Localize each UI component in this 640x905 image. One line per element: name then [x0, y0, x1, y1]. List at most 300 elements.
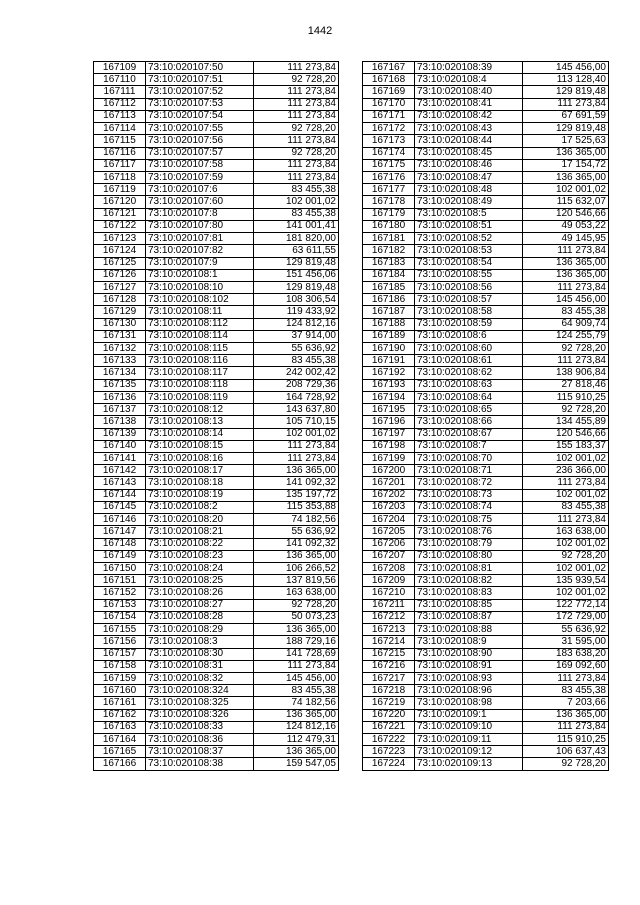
value-cell: 92 728,20 [254, 74, 339, 86]
value-cell: 111 273,84 [254, 86, 339, 98]
cadastral-number-cell: 73:10:020108:55 [415, 269, 523, 281]
value-cell: 102 001,02 [523, 489, 609, 501]
table-row [363, 245, 609, 257]
table-row [363, 575, 609, 587]
cadastral-number-cell: 73:10:020108:54 [415, 257, 523, 269]
table-row [363, 343, 609, 355]
row-number-cell: 167204 [363, 514, 415, 526]
value-cell: 135 197,72 [254, 489, 339, 501]
table-row [94, 428, 339, 440]
table-row [363, 184, 609, 196]
row-number-cell: 167126 [94, 269, 146, 281]
value-cell: 134 455,89 [523, 416, 609, 428]
cadastral-number-cell: 73:10:020108:38 [146, 758, 254, 770]
value-cell: 74 182,56 [254, 697, 339, 709]
value-cell: 83 455,38 [523, 501, 609, 513]
cadastral-number-cell: 73:10:020108:30 [146, 648, 254, 660]
table-row [363, 660, 609, 672]
cadastral-number-cell: 73:10:020108:22 [146, 538, 254, 550]
row-number-cell: 167201 [363, 477, 415, 489]
row-number-cell: 167132 [94, 343, 146, 355]
table-row [363, 648, 609, 660]
table-row [363, 404, 609, 416]
cadastral-number-cell: 73:10:020108:18 [146, 477, 254, 489]
value-cell: 102 001,02 [523, 562, 609, 574]
row-number-cell: 167155 [94, 624, 146, 636]
table-row [363, 501, 609, 513]
row-number-cell: 167153 [94, 599, 146, 611]
cadastral-number-cell: 73:10:020108:88 [415, 624, 523, 636]
value-cell: 111 273,84 [523, 98, 609, 110]
value-cell: 83 455,38 [254, 208, 339, 220]
table-row [363, 599, 609, 611]
cadastral-number-cell: 73:10:020108:52 [415, 233, 523, 245]
table-row [94, 453, 339, 465]
value-cell: 111 273,84 [254, 159, 339, 171]
value-cell: 55 636,92 [254, 526, 339, 538]
value-cell: 92 728,20 [254, 147, 339, 159]
table-row [94, 147, 339, 159]
table-row [363, 746, 609, 758]
row-number-cell: 167207 [363, 550, 415, 562]
cadastral-number-cell: 73:10:020108:45 [415, 147, 523, 159]
table-row [363, 330, 609, 342]
value-cell: 138 906,84 [523, 367, 609, 379]
row-number-cell: 167212 [363, 611, 415, 623]
cadastral-number-cell: 73:10:020108:31 [146, 660, 254, 672]
row-number-cell: 167134 [94, 367, 146, 379]
value-cell: 136 365,00 [523, 269, 609, 281]
cadastral-number-cell: 73:10:020108:41 [415, 98, 523, 110]
value-cell: 143 637,80 [254, 404, 339, 416]
cadastral-number-cell: 73:10:020108:49 [415, 196, 523, 208]
cadastral-number-cell: 73:10:020107:56 [146, 135, 254, 147]
row-number-cell: 167146 [94, 514, 146, 526]
cadastral-number-cell: 73:10:020108:115 [146, 343, 254, 355]
cadastral-number-cell: 73:10:020108:3 [146, 636, 254, 648]
table-row [363, 624, 609, 636]
cadastral-number-cell: 73:10:020108:36 [146, 734, 254, 746]
table-row [94, 575, 339, 587]
table-row [94, 98, 339, 110]
row-number-cell: 167185 [363, 281, 415, 293]
row-number-cell: 167147 [94, 526, 146, 538]
row-number-cell: 167181 [363, 233, 415, 245]
value-cell: 83 455,38 [254, 685, 339, 697]
value-cell: 92 728,20 [523, 550, 609, 562]
table-row [363, 171, 609, 183]
row-number-cell: 167172 [363, 123, 415, 135]
cadastral-number-cell: 73:10:020108:74 [415, 501, 523, 513]
cadastral-number-cell: 73:10:020107:53 [146, 98, 254, 110]
row-number-cell: 167141 [94, 453, 146, 465]
table-body-left [94, 62, 339, 771]
cadastral-number-cell: 73:10:020109:13 [415, 758, 523, 770]
table-row [94, 721, 339, 733]
table-row [363, 685, 609, 697]
row-number-cell: 167160 [94, 685, 146, 697]
table-row [363, 453, 609, 465]
row-number-cell: 167211 [363, 599, 415, 611]
row-number-cell: 167217 [363, 672, 415, 684]
value-cell: 106 637,43 [523, 746, 609, 758]
value-cell: 136 365,00 [254, 709, 339, 721]
value-cell: 92 728,20 [254, 123, 339, 135]
table-row [363, 440, 609, 452]
value-cell: 236 366,00 [523, 465, 609, 477]
cadastral-number-cell: 73:10:020107:8 [146, 208, 254, 220]
row-number-cell: 167195 [363, 404, 415, 416]
row-number-cell: 167154 [94, 611, 146, 623]
cadastral-number-cell: 73:10:020108:75 [415, 514, 523, 526]
value-cell: 74 182,56 [254, 514, 339, 526]
row-number-cell: 167219 [363, 697, 415, 709]
row-number-cell: 167208 [363, 562, 415, 574]
cadastral-number-cell: 73:10:020108:67 [415, 428, 523, 440]
row-number-cell: 167202 [363, 489, 415, 501]
cadastral-number-cell: 73:10:020108:19 [146, 489, 254, 501]
value-cell: 102 001,02 [523, 538, 609, 550]
cadastral-number-cell: 73:10:020108:82 [415, 575, 523, 587]
cadastral-number-cell: 73:10:020108:114 [146, 330, 254, 342]
table-row [94, 672, 339, 684]
value-cell: 92 728,20 [523, 404, 609, 416]
value-cell: 92 728,20 [523, 758, 609, 770]
value-cell: 141 092,32 [254, 477, 339, 489]
table-row [94, 599, 339, 611]
cadastral-number-cell: 73:10:020108:16 [146, 453, 254, 465]
table-row [94, 379, 339, 391]
value-cell: 120 546,66 [523, 428, 609, 440]
cadastral-number-cell: 73:10:020108:2 [146, 501, 254, 513]
row-number-cell: 167170 [363, 98, 415, 110]
table-row [363, 306, 609, 318]
data-table-left [93, 61, 339, 771]
table-row [363, 269, 609, 281]
table-row [94, 294, 339, 306]
value-cell: 113 128,40 [523, 74, 609, 86]
value-cell: 111 273,84 [523, 355, 609, 367]
cadastral-number-cell: 73:10:020108:23 [146, 550, 254, 562]
row-number-cell: 167110 [94, 74, 146, 86]
cadastral-number-cell: 73:10:020108:66 [415, 416, 523, 428]
cadastral-number-cell: 73:10:020107:58 [146, 159, 254, 171]
row-number-cell: 167209 [363, 575, 415, 587]
value-cell: 102 001,02 [254, 196, 339, 208]
cadastral-number-cell: 73:10:020108:326 [146, 709, 254, 721]
table-row [363, 257, 609, 269]
table-row [94, 269, 339, 281]
value-cell: 67 691,59 [523, 110, 609, 122]
table-row [94, 62, 339, 74]
value-cell: 111 273,84 [523, 672, 609, 684]
row-number-cell: 167124 [94, 245, 146, 257]
row-number-cell: 167199 [363, 453, 415, 465]
row-number-cell: 167159 [94, 672, 146, 684]
value-cell: 163 638,00 [523, 526, 609, 538]
value-cell: 111 273,84 [254, 135, 339, 147]
table-row [363, 721, 609, 733]
value-cell: 112 479,31 [254, 734, 339, 746]
table-row [94, 110, 339, 122]
value-cell: 129 819,48 [523, 86, 609, 98]
cadastral-number-cell: 73:10:020108:24 [146, 562, 254, 574]
table-row [94, 734, 339, 746]
row-number-cell: 167220 [363, 709, 415, 721]
value-cell: 141 728,69 [254, 648, 339, 660]
row-number-cell: 167197 [363, 428, 415, 440]
value-cell: 111 273,84 [523, 477, 609, 489]
table-row [94, 758, 339, 770]
cadastral-number-cell: 73:10:020108:119 [146, 391, 254, 403]
cadastral-number-cell: 73:10:020108:324 [146, 685, 254, 697]
cadastral-number-cell: 73:10:020108:29 [146, 624, 254, 636]
row-number-cell: 167115 [94, 135, 146, 147]
row-number-cell: 167191 [363, 355, 415, 367]
row-number-cell: 167196 [363, 416, 415, 428]
table-row [363, 62, 609, 74]
cadastral-number-cell: 73:10:020108:70 [415, 453, 523, 465]
row-number-cell: 167123 [94, 233, 146, 245]
table-row [94, 135, 339, 147]
row-number-cell: 167143 [94, 477, 146, 489]
value-cell: 7 203,66 [523, 697, 609, 709]
value-cell: 111 273,84 [523, 514, 609, 526]
row-number-cell: 167138 [94, 416, 146, 428]
value-cell: 119 433,92 [254, 306, 339, 318]
cadastral-number-cell: 73:10:020108:73 [415, 489, 523, 501]
value-cell: 50 073,23 [254, 611, 339, 623]
cadastral-number-cell: 73:10:020108:7 [415, 440, 523, 452]
row-number-cell: 167116 [94, 147, 146, 159]
row-number-cell: 167216 [363, 660, 415, 672]
table-row [363, 428, 609, 440]
cadastral-number-cell: 73:10:020108:59 [415, 318, 523, 330]
row-number-cell: 167175 [363, 159, 415, 171]
row-number-cell: 167157 [94, 648, 146, 660]
cadastral-number-cell: 73:10:020107:59 [146, 171, 254, 183]
cadastral-number-cell: 73:10:020108:80 [415, 550, 523, 562]
value-cell: 136 365,00 [523, 257, 609, 269]
table-row [94, 257, 339, 269]
row-number-cell: 167118 [94, 171, 146, 183]
table-row [94, 391, 339, 403]
table-row [363, 709, 609, 721]
cadastral-number-cell: 73:10:020108:71 [415, 465, 523, 477]
cadastral-number-cell: 73:10:020108:76 [415, 526, 523, 538]
table-row [94, 220, 339, 232]
value-cell: 163 638,00 [254, 587, 339, 599]
table-row [363, 196, 609, 208]
value-cell: 135 939,54 [523, 575, 609, 587]
page-number: 1442 [307, 25, 333, 37]
value-cell: 145 456,00 [254, 672, 339, 684]
table-row [94, 514, 339, 526]
value-cell: 27 818,46 [523, 379, 609, 391]
cadastral-number-cell: 73:10:020108:63 [415, 379, 523, 391]
row-number-cell: 167109 [94, 62, 146, 74]
cadastral-number-cell: 73:10:020107:81 [146, 233, 254, 245]
table-row [363, 74, 609, 86]
table-row [94, 709, 339, 721]
table-row [94, 306, 339, 318]
table-row [363, 489, 609, 501]
table-row [363, 672, 609, 684]
value-cell: 136 365,00 [254, 465, 339, 477]
table-row [363, 636, 609, 648]
row-number-cell: 167112 [94, 98, 146, 110]
table-row [94, 318, 339, 330]
row-number-cell: 167190 [363, 343, 415, 355]
cadastral-number-cell: 73:10:020108:13 [146, 416, 254, 428]
row-number-cell: 167135 [94, 379, 146, 391]
table-row [94, 501, 339, 513]
value-cell: 159 547,05 [254, 758, 339, 770]
cadastral-number-cell: 73:10:020108:1 [146, 269, 254, 281]
value-cell: 55 636,92 [254, 343, 339, 355]
table-row [94, 343, 339, 355]
table-row [94, 86, 339, 98]
value-cell: 17 525,63 [523, 135, 609, 147]
value-cell: 83 455,38 [523, 306, 609, 318]
table-row [363, 465, 609, 477]
cadastral-number-cell: 73:10:020108:60 [415, 343, 523, 355]
table-row [363, 550, 609, 562]
cadastral-number-cell: 73:10:020107:50 [146, 62, 254, 74]
value-cell: 102 001,02 [523, 587, 609, 599]
cadastral-number-cell: 73:10:020107:60 [146, 196, 254, 208]
row-number-cell: 167149 [94, 550, 146, 562]
row-number-cell: 167218 [363, 685, 415, 697]
cadastral-number-cell: 73:10:020107:57 [146, 147, 254, 159]
cadastral-number-cell: 73:10:020108:37 [146, 746, 254, 758]
row-number-cell: 167193 [363, 379, 415, 391]
table-row [363, 294, 609, 306]
value-cell: 111 273,84 [523, 245, 609, 257]
cadastral-number-cell: 73:10:020108:28 [146, 611, 254, 623]
table-row [363, 135, 609, 147]
value-cell: 49 145,95 [523, 233, 609, 245]
row-number-cell: 167125 [94, 257, 146, 269]
cadastral-number-cell: 73:10:020108:102 [146, 294, 254, 306]
cadastral-number-cell: 73:10:020108:85 [415, 599, 523, 611]
row-number-cell: 167152 [94, 587, 146, 599]
row-number-cell: 167145 [94, 501, 146, 513]
value-cell: 92 728,20 [523, 343, 609, 355]
value-cell: 64 909,74 [523, 318, 609, 330]
cadastral-number-cell: 73:10:020108:90 [415, 648, 523, 660]
cadastral-number-cell: 73:10:020108:14 [146, 428, 254, 440]
value-cell: 111 273,84 [254, 440, 339, 452]
cadastral-number-cell: 73:10:020108:83 [415, 587, 523, 599]
cadastral-number-cell: 73:10:020108:9 [415, 636, 523, 648]
cadastral-number-cell: 73:10:020108:44 [415, 135, 523, 147]
cadastral-number-cell: 73:10:020108:56 [415, 281, 523, 293]
row-number-cell: 167200 [363, 465, 415, 477]
table-row [363, 367, 609, 379]
row-number-cell: 167122 [94, 220, 146, 232]
value-cell: 105 710,15 [254, 416, 339, 428]
cadastral-number-cell: 73:10:020108:65 [415, 404, 523, 416]
value-cell: 115 910,25 [523, 734, 609, 746]
value-cell: 145 456,00 [523, 62, 609, 74]
table-row [94, 465, 339, 477]
value-cell: 129 819,48 [523, 123, 609, 135]
table-row [363, 98, 609, 110]
table-row [94, 489, 339, 501]
cadastral-number-cell: 73:10:020108:6 [415, 330, 523, 342]
value-cell: 155 183,37 [523, 440, 609, 452]
value-cell: 188 729,16 [254, 636, 339, 648]
table-row [363, 159, 609, 171]
cadastral-number-cell: 73:10:020109:12 [415, 746, 523, 758]
cadastral-number-cell: 73:10:020108:93 [415, 672, 523, 684]
value-cell: 129 819,48 [254, 257, 339, 269]
value-cell: 111 273,84 [254, 62, 339, 74]
value-cell: 136 365,00 [254, 550, 339, 562]
row-number-cell: 167184 [363, 269, 415, 281]
table-row [94, 526, 339, 538]
table-row [94, 562, 339, 574]
cadastral-number-cell: 73:10:020108:79 [415, 538, 523, 550]
cadastral-number-cell: 73:10:020108:58 [415, 306, 523, 318]
value-cell: 83 455,38 [254, 355, 339, 367]
value-cell: 111 273,84 [254, 98, 339, 110]
table-row [363, 123, 609, 135]
value-cell: 111 273,84 [523, 281, 609, 293]
row-number-cell: 167121 [94, 208, 146, 220]
table-row [94, 330, 339, 342]
table-row [363, 86, 609, 98]
table-row [363, 416, 609, 428]
cadastral-number-cell: 73:10:020108:26 [146, 587, 254, 599]
table-row [94, 171, 339, 183]
value-cell: 83 455,38 [523, 685, 609, 697]
row-number-cell: 167148 [94, 538, 146, 550]
value-cell: 124 812,16 [254, 318, 339, 330]
row-number-cell: 167140 [94, 440, 146, 452]
row-number-cell: 167130 [94, 318, 146, 330]
cadastral-number-cell: 73:10:020108:53 [415, 245, 523, 257]
row-number-cell: 167128 [94, 294, 146, 306]
table-row [94, 208, 339, 220]
cadastral-number-cell: 73:10:020108:96 [415, 685, 523, 697]
value-cell: 83 455,38 [254, 184, 339, 196]
row-number-cell: 167129 [94, 306, 146, 318]
value-cell: 115 910,25 [523, 391, 609, 403]
row-number-cell: 167119 [94, 184, 146, 196]
cadastral-number-cell: 73:10:020108:72 [415, 477, 523, 489]
row-number-cell: 167182 [363, 245, 415, 257]
cadastral-number-cell: 73:10:020108:87 [415, 611, 523, 623]
value-cell: 208 729,36 [254, 379, 339, 391]
table-row [94, 538, 339, 550]
cadastral-number-cell: 73:10:020108:32 [146, 672, 254, 684]
table-row [94, 648, 339, 660]
cadastral-number-cell: 73:10:020109:1 [415, 709, 523, 721]
cadastral-number-cell: 73:10:020107:51 [146, 74, 254, 86]
cadastral-number-cell: 73:10:020108:5 [415, 208, 523, 220]
cadastral-number-cell: 73:10:020108:33 [146, 721, 254, 733]
table-row [363, 697, 609, 709]
data-table-right [362, 61, 609, 771]
value-cell: 124 255,79 [523, 330, 609, 342]
cadastral-number-cell: 73:10:020108:40 [415, 86, 523, 98]
table-row [94, 624, 339, 636]
cadastral-number-cell: 73:10:020107:6 [146, 184, 254, 196]
value-cell: 17 154,72 [523, 159, 609, 171]
table-row [363, 538, 609, 550]
